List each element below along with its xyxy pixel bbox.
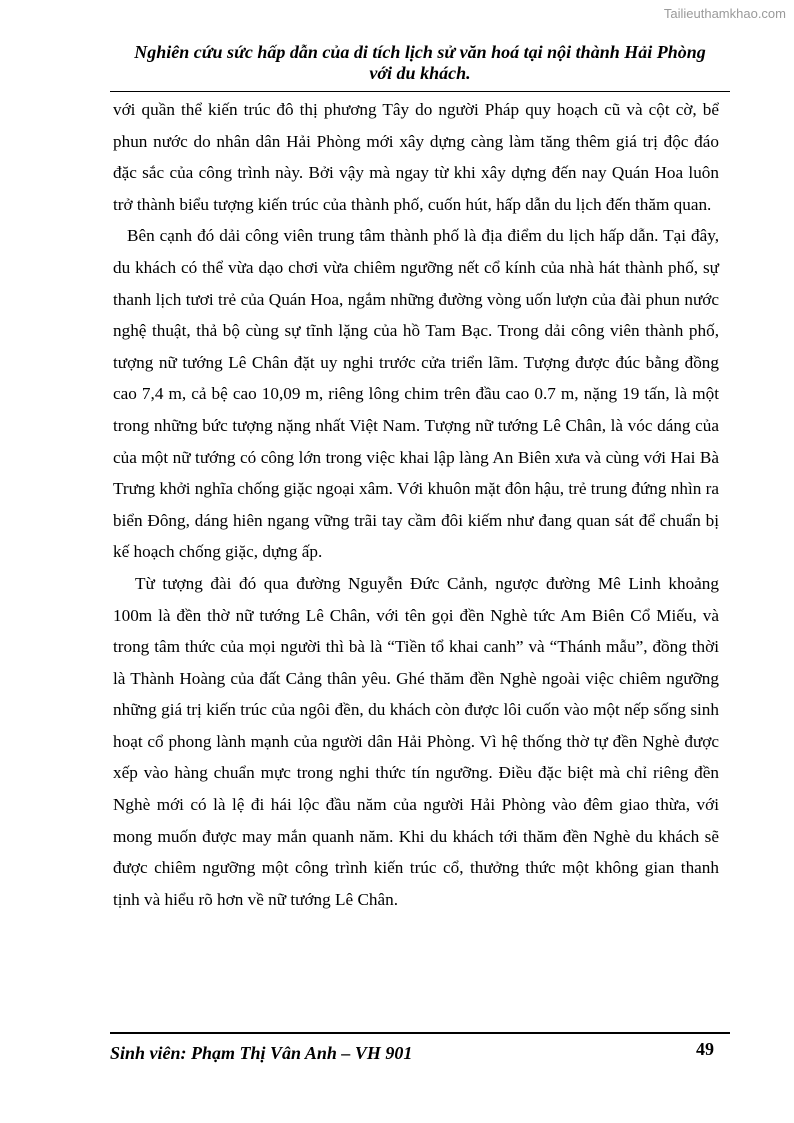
header-line-2: với du khách. [369,63,471,83]
page-number: 49 [696,1039,714,1059]
header-divider [110,91,730,92]
paragraph-1: với quần thể kiến trúc đô thị phương Tây do người Pháp quy hoạch cũ và cột cờ, bể phun nước do nhân dân Hải Phòng mới xây dựng càng làm tăng thêm giá trị độc đáo đặc sắc của công trình này. Bởi vậy mà ngay từ khi xây dựng đến nay Quán Hoa luôn trở thành biểu tượng kiến trúc của thành phố, cuốn hút, hấp dẫn du lịch đến thăm quan. [113,100,719,214]
watermark: Tailieuthamkhao.com [663,6,786,21]
footer-author: Sinh viên: Phạm Thị Vân Anh – VH 901 [110,1043,413,1063]
body-text [113,94,719,915]
running-header [110,42,730,84]
header-line-1: Nghiên cứu sức hấp dẫn của di tích lịch sử văn hoá tại nội thành Hải Phòng [134,42,706,62]
paragraph-2: Bên cạnh đó dải công viên trung tâm thành phố là địa điểm du lịch hấp dẫn. Tại đây, du khách có thể vừa dạo chơi vừa chiêm ngưỡng nết cổ kính của nhà hát thành phố, sự thanh lịch tươi trẻ của Quán Hoa, ngắm những đường vòng uốn lượn của đài phun nước nghệ thuật, thả bộ cùng sự tĩnh lặng của hồ Tam Bạc. Trong dải công viên thành phố, tượng nữ tướng Lê Chân đặt uy nghi trước cửa triển lãm. Tượng được đúc bằng đồng cao 7,4 m, cả bệ cao 10,09 m, riêng lông chim trên đầu cao 0.7 m, nặng 19 tấn, là một trong những bức tượng nặng nhất Việt Nam. Tượng nữ tướng Lê Chân, là vóc dáng của của một nữ tướng có công lớn trong việc khai lập làng An Biên xưa và cùng với Hai Bà Trưng khởi nghĩa chống giặc ngoại xâm. Với khuôn mặt đôn hậu, trẻ trung đứng nhìn ra biển Đông, dáng hiên ngang vững trãi tay cầm đôi kiếm như đang quan sát để chuẩn bị kế hoạch chống giặc, dựng ấp. [113,226,719,562]
footer-divider [110,1032,730,1034]
paragraph-3: Từ tượng đài đó qua đường Nguyễn Đức Cảnh, ngược đường Mê Linh khoảng 100m là đền thờ nữ tướng Lê Chân, với tên gọi đền Nghè tức Am Biên Cổ Miếu, và trong tâm thức của mọi người thì bà là “Tiền tổ khai canh” và “Thánh mẫu”, đồng thời là Thành Hoàng của đất Cảng thân yêu. Ghé thăm đền Nghè ngoài việc chiêm ngưỡng những giá trị kiến trúc của ngôi đền, du khách còn được lôi cuốn vào một nếp sống sinh hoạt cổ phong lành mạnh của người dân Hải Phòng. Vì hệ thống thờ tự đền Nghè được xếp vào hàng chuẩn mực trong nghi thức tín ngưỡng. Điều đặc biệt mà chỉ riêng đền Nghè mới có là lệ đi hái lộc đầu năm của người Hải Phòng vào đêm giao thừa, với mong muốn được may mắn quanh năm. Khi du khách tới thăm đền Nghè du khách sẽ được chiêm ngưỡng một công trình kiến trúc cổ, thưởng thức một không gian thanh tịnh và hiểu rõ hơn về nữ tướng Lê Chân. [113,573,719,909]
